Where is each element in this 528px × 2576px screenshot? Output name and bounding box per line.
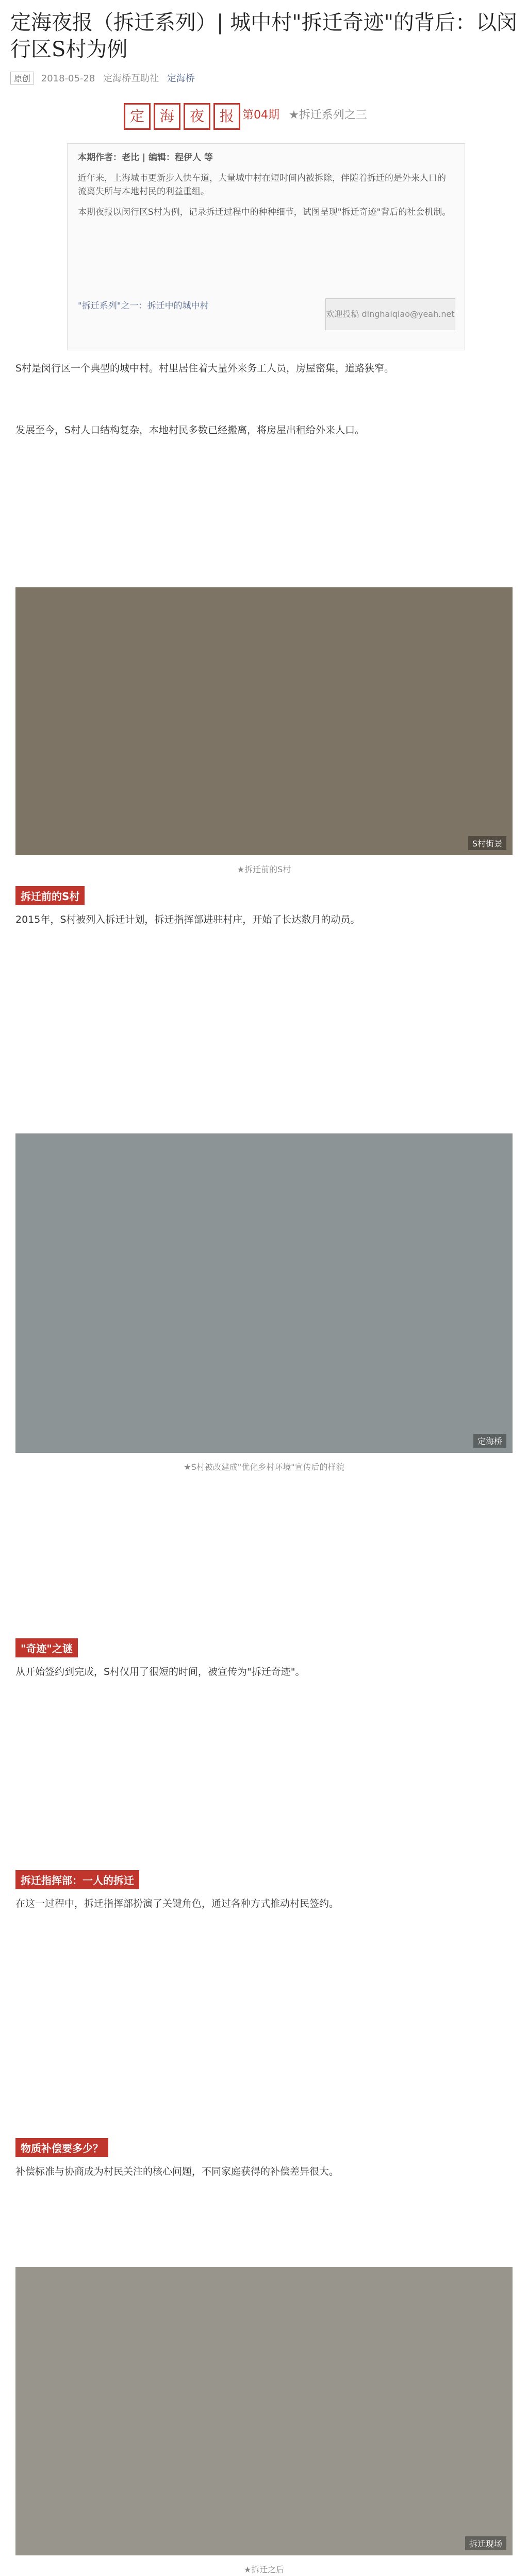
photo-label: 拆迁现场 [465,2536,506,2550]
author: 定海桥互助社 [103,73,159,84]
photo-label: S村街景 [468,836,506,850]
street-photo [15,587,513,855]
article-meta [10,71,195,84]
intro-para-2: 本期夜报以闵行区S村为例，记录拆迁过程中的种种细节，试图呈现"拆迁奇迹"背后的社会机制。 [78,207,451,217]
photo-caption: ★拆迁之后 [243,2565,285,2574]
intro-para-1: 近年来，上海城市更新步入快车道，大量城中村在短时间内被拆除，伴随着拆迁的是外来人口的流离失所与本地村民的利益重组。 [78,173,446,197]
banner-photo [15,1133,513,1453]
publish-date: 2018-05-28 [41,73,95,84]
section-heading: "奇迹"之谜 [15,1638,78,1657]
body-paragraph: 发展至今，S村人口结构复杂，本地村民多数已经搬离，将房屋出租给外来人口。 [15,425,365,436]
section-heading: 物质补偿要多少？ [15,2138,108,2157]
body-paragraph: S村是闵行区一个典型的城中村。村里居住着大量外来务工人员，房屋密集，道路狭窄。 [15,363,394,374]
submission-email: 欢迎投稿 dinghaiqiao@yeah.net [325,298,455,330]
section-header [124,103,412,134]
header-box-2: 海 [154,103,180,130]
photo-caption: ★S村被改建成"优化乡村环境"宣传后的样貌 [184,1462,344,1472]
intro-card [67,143,465,350]
original-tag: 原创 [10,72,34,84]
body-paragraph: 从开始签约到完成，S村仅用了很短的时间，被宣传为"拆迁奇迹"。 [15,1666,305,1677]
demolition-photo [15,2267,513,2555]
section-heading: 拆迁前的S村 [15,886,85,905]
photo-caption: ★拆迁前的S村 [237,865,291,874]
photo-label: 定海桥 [473,1434,506,1448]
header-box-3: 夜 [184,103,210,130]
body-paragraph: 2015年，S村被列入拆迁计划，拆迁指挥部进驻村庄，开始了长达数月的动员。 [15,914,360,925]
issue-number: 第04期 [242,109,279,122]
section-heading: 拆迁指挥部：一人的拆迁 [15,1870,139,1889]
account-link[interactable]: 定海桥 [167,73,195,84]
body-paragraph: 在这一过程中，拆迁指挥部扮演了关键角色，通过各种方式推动村民签约。 [15,1898,339,1909]
intro-author: 本期作者：老比 | 编辑：程伊人 等 [78,152,213,163]
series-link[interactable]: "拆迁系列"之一：拆迁中的城中村 [78,301,209,311]
header-box-4: 报 [213,103,240,130]
header-box-1: 定 [124,103,151,130]
article-title: 定海夜报（拆迁系列）| 城中村"拆迁奇迹"的背后：以闵行区S村为例 [10,11,517,61]
series-label: ★拆迁系列之三 [289,109,367,122]
body-paragraph: 补偿标准与协商成为村民关注的核心问题，不同家庭获得的补偿差异很大。 [15,2166,339,2177]
